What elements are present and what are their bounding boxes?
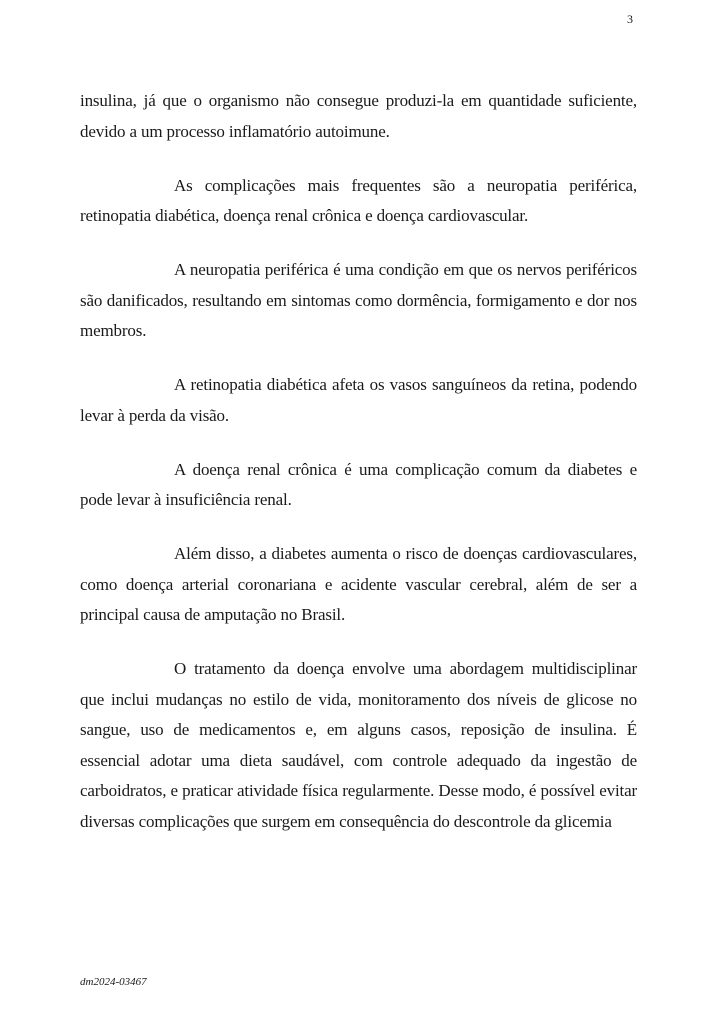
paragraph-cardiovascular: Além disso, a diabetes aumenta o risco de doenças cardiovasculares, como doença arterial coronariana e acidente vascular cerebral, além de ser a principal causa de amputação no Brasil.	[80, 544, 637, 624]
page-number: 3	[627, 12, 633, 26]
paragraph-renal-disease: A doença renal crônica é uma complicação comum da diabetes e pode levar à insuficiência renal.	[80, 459, 637, 509]
paragraph-neuropathy: A neuropatia periférica é uma condição em que os nervos periféricos são danificados, resultando em sintomas como dormência, formigamento e dor nos membros.	[80, 260, 637, 340]
footer-document-code: dm2024-03467	[80, 976, 147, 988]
body-text	[80, 86, 637, 837]
paragraph-treatment: O tratamento da doença envolve uma abordagem multidisciplinar que inclui mudanças no estilo de vida, monitoramento dos níveis de glicose no sangue, uso de medicamentos e, em alguns casos, reposição de insulina. É essencial adotar uma dieta saudável, com controle adequado da ingestão de carboidratos, e praticar atividade física regularmente. Desse modo, é possível evitar diversas complicações que surgem em consequência do descontrole da glicemia	[80, 659, 637, 831]
paragraph-continuation: insulina, já que o organismo não consegue produzi-la em quantidade suficiente, devido a um processo inflamatório autoimune.	[80, 91, 637, 141]
paragraph-retinopathy: A retinopatia diabética afeta os vasos sanguíneos da retina, podendo levar à perda da visão.	[80, 375, 637, 425]
paragraph-complications: As complicações mais frequentes são a neuropatia periférica, retinopatia diabética, doença renal crônica e doença cardiovascular.	[80, 175, 637, 225]
